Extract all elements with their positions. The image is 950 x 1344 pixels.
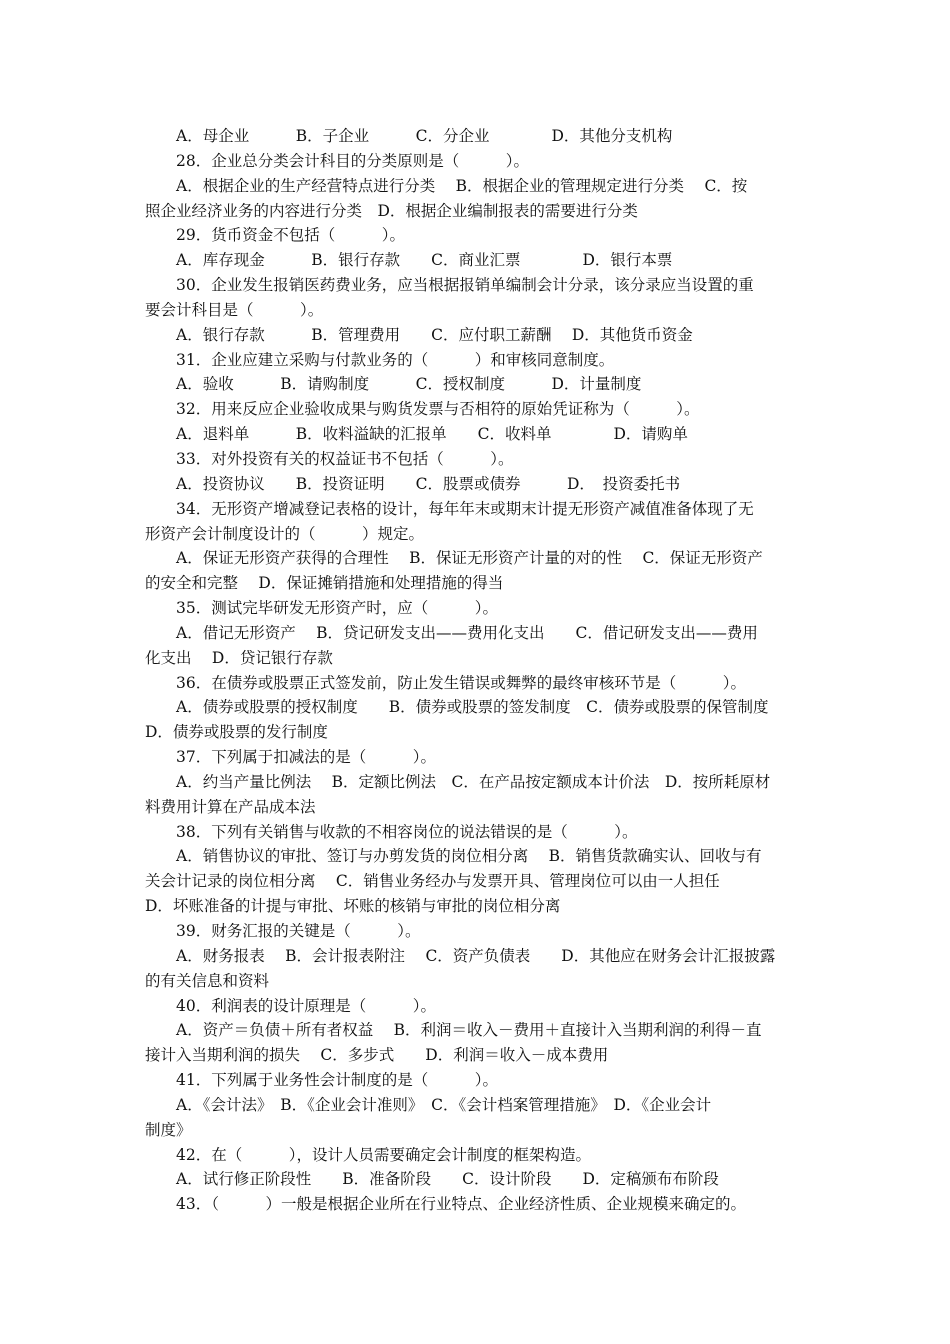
text-line: A．财务报表 B．会计报表附注 C．资产负债表 D．其他应在财务会计汇报披露 <box>176 946 776 965</box>
text-line: 30．企业发生报销医药费业务，应当根据报销单编制会计分录，该分录应当设置的重 <box>176 276 754 295</box>
text-line: A．库存现金 B．银行存款 C．商业汇票 D．银行本票 <box>176 251 673 270</box>
text-line: 31．企业应建立采购与付款业务的（ ）和审核同意制度。 <box>176 350 615 369</box>
text-line: A．资产＝负债＋所有者权益 B．利润＝收入－费用＋直接计入当期利润的利得－直 <box>176 1021 762 1040</box>
text-line: A．约当产量比例法 B．定额比例法 C．在产品按定额成本计价法 D．按所耗原材 <box>176 772 771 791</box>
text-line: A．根据企业的生产经营特点进行分类 B．根据企业的管理规定进行分类 C．按 <box>176 176 748 195</box>
text-line: 的有关信息和资料 <box>145 971 270 990</box>
text-line: 料费用计算在产品成本法 <box>145 797 316 816</box>
text-line: 接计入当期利润的损失 C．多步式 D．利润＝收入－成本费用 <box>145 1046 609 1065</box>
text-line: 关会计记录的岗位相分离 C．销售业务经办与发票开具、管理岗位可以由一人担任 <box>145 872 720 891</box>
text-line: A．退料单 B．收料溢缺的汇报单 C．收料单 D．请购单 <box>176 425 688 444</box>
text-line: 36．在债券或股票正式签发前，防止发生错误或舞弊的最终审核环节是（ ）。 <box>176 673 746 692</box>
text-line: 33．对外投资有关的权益证书不包括（ ）。 <box>176 449 514 468</box>
text-line: 28．企业总分类会计科目的分类原则是（ ）。 <box>176 151 529 170</box>
text-line: 40．利润表的设计原理是（ ）。 <box>176 996 436 1015</box>
text-line: A．银行存款 B．管理费用 C．应付职工薪酬 D．其他货币资金 <box>176 325 693 344</box>
text-line: A．借记无形资产 B．贷记研发支出——费用化支出 C．借记研发支出——费用 <box>176 623 758 642</box>
text-line: A．试行修正阶段性 B．准备阶段 C．设计阶段 D．定稿颁布布阶段 <box>176 1170 719 1189</box>
text-line: 42．在（ ），设计人员需要确定会计制度的框架构造。 <box>176 1145 591 1164</box>
text-line: D．债券或股票的发行制度 <box>145 723 328 742</box>
text-line: 形资产会计制度设计的（ ）规定。 <box>145 524 425 543</box>
text-line: A．债券或股票的授权制度 B．债券或股票的签发制度 C．债券或股票的保管制度 <box>176 698 769 717</box>
text-line: 43．（ ）一般是根据企业所在行业特点、企业经济性质、企业规模来确定的。 <box>176 1195 746 1214</box>
text-line: 要会计科目是（ ）。 <box>145 300 324 319</box>
text-line: A．《会计法》 B．《企业会计准则》 C．《会计档案管理措施》 D．《企业会计 <box>176 1095 712 1114</box>
text-line: 照企业经济业务的内容进行分类 D．根据企业编制报表的需要进行分类 <box>145 201 638 220</box>
text-line: D．坏账准备的计提与审批、坏账的核销与审批的岗位相分离 <box>145 897 561 916</box>
text-line: 32．用来反应企业验收成果与购货发票与否相符的原始凭证称为（ ）。 <box>176 400 700 419</box>
text-line: A．销售协议的审批、签订与办剪发货的岗位相分离 B．销售货款确实认、回收与有 <box>176 847 762 866</box>
text-line: 制度》 <box>145 1120 192 1139</box>
text-line: 41．下列属于业务性会计制度的是（ ）。 <box>176 1071 498 1090</box>
text-line: 29．货币资金不包括（ ）。 <box>176 226 405 245</box>
text-line: A．验收 B．请购制度 C．授权制度 D．计量制度 <box>176 375 642 394</box>
text-line: 化支出 D．贷记银行存款 <box>145 648 333 667</box>
text-line: 37．下列属于扣减法的是（ ）。 <box>176 748 436 767</box>
text-line: 的安全和完整 D．保证摊销措施和处理措施的得当 <box>145 574 504 593</box>
text-line: A．母企业 B．子企业 C．分企业 D．其他分支机构 <box>176 127 673 145</box>
text-line: 35．测试完毕研发无形资产时，应（ ）。 <box>176 599 498 618</box>
text-line: 34．无形资产增减登记表格的设计，每年年末或期末计提无形资产减值准备体现了无 <box>176 499 754 518</box>
text-line: 39．财务汇报的关键是（ ）。 <box>176 922 421 940</box>
text-line: A．投资协议 B．投资证明 C．股票或债券 D． 投资委托书 <box>176 474 681 493</box>
document-page <box>145 124 811 1217</box>
text-line: A．保证无形资产获得的合理性 B．保证无形资产计量的对的性 C．保证无形资产 <box>176 549 763 568</box>
text-line: 38．下列有关销售与收款的不相容岗位的说法错误的是（ ）。 <box>176 822 638 841</box>
